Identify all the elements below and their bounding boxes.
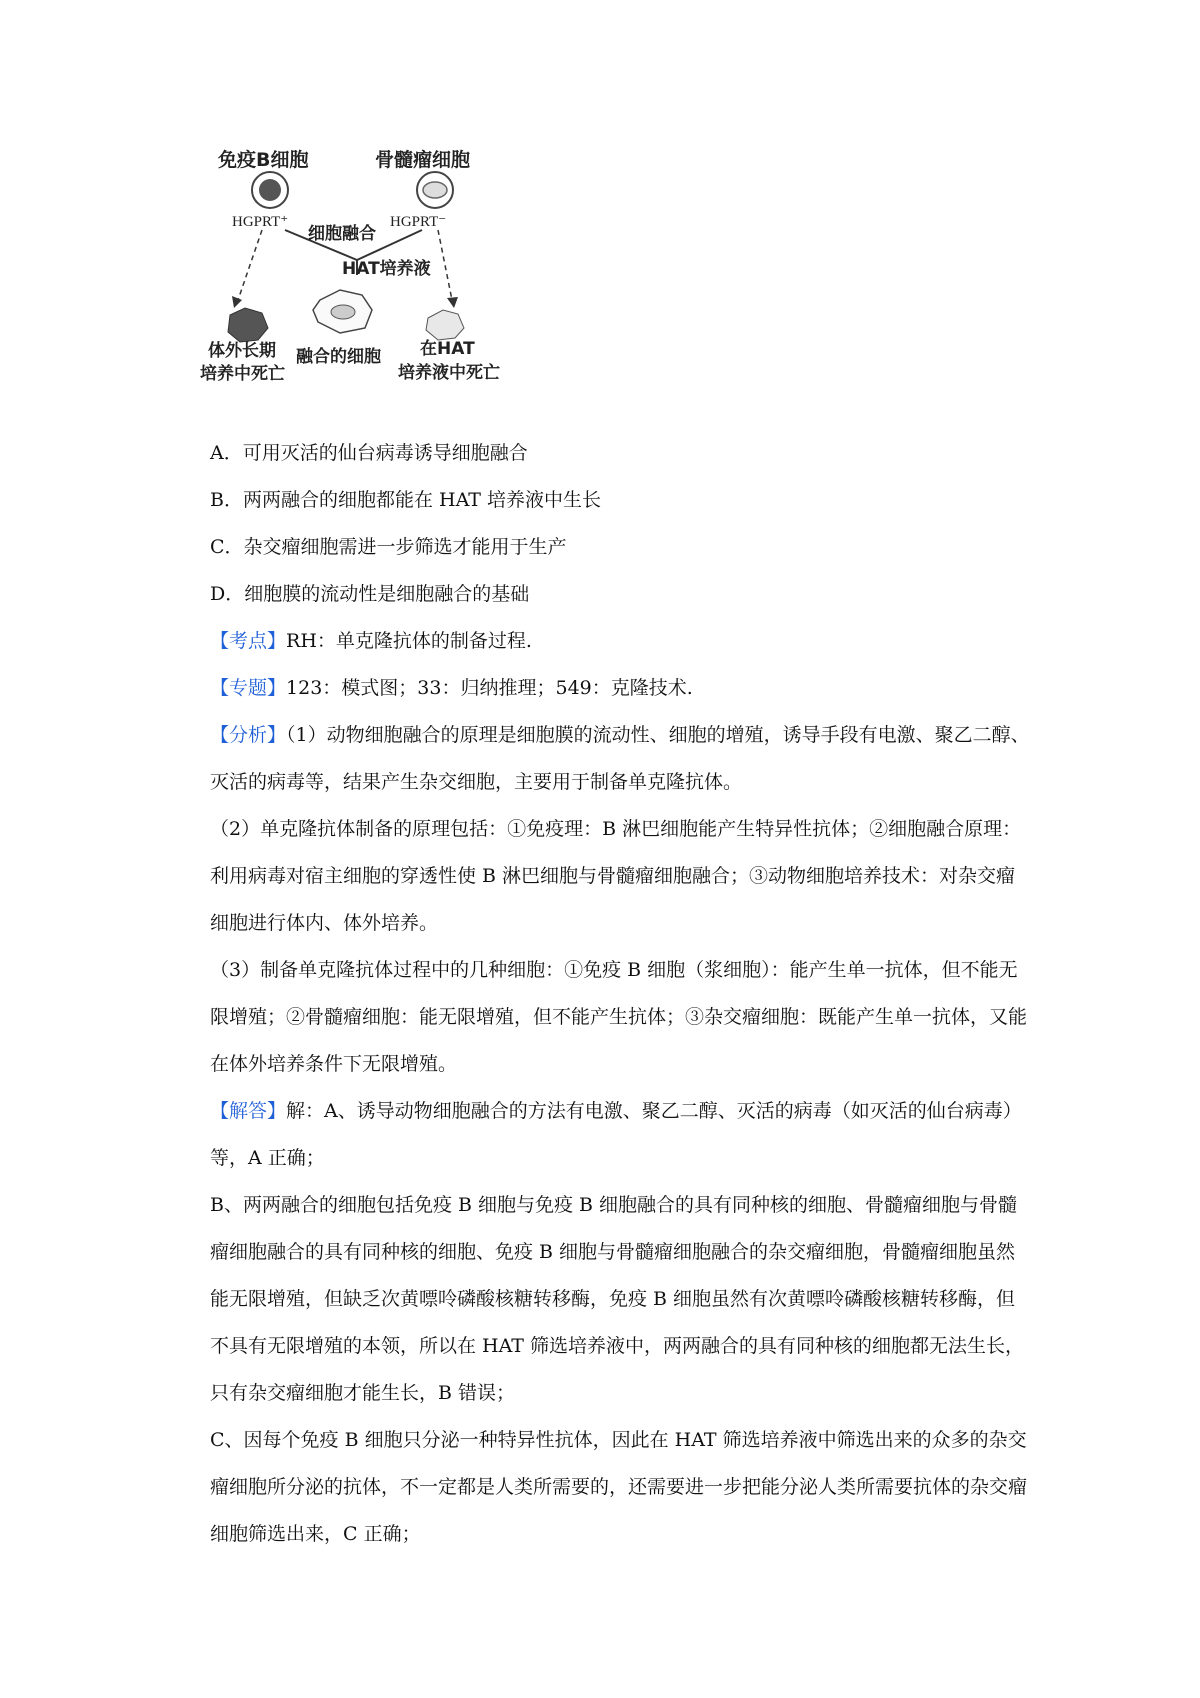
arrow-left-head xyxy=(232,296,242,308)
label-right-result-1: 在HAT xyxy=(420,339,475,359)
jieda-tag: 【解答】 xyxy=(210,1100,287,1122)
label-left-result-1: 体外长期 xyxy=(208,341,276,361)
option-c: C．杂交瘤细胞需进一步筛选才能用于生产 xyxy=(210,536,567,558)
zhuanti-section xyxy=(210,665,1030,712)
question-content xyxy=(210,430,1030,1558)
label-hgprt-minus: HGPRT⁻ xyxy=(390,214,447,230)
option-d: D．细胞膜的流动性是细胞融合的基础 xyxy=(210,583,530,605)
dead-cell-left xyxy=(228,308,268,342)
kaodian-section xyxy=(210,618,1030,665)
fenxi-p3: （3）制备单克隆抗体过程中的几种细胞：①免疫 B 细胞（浆细胞）：能产生单一抗体，但不能无限增殖；②骨髓瘤细胞：能无限增殖，但不能产生抗体；③杂交瘤细胞：既能产生单一抗体，又能在体外培养条件下无限增殖。 xyxy=(210,959,1028,1075)
jieda-b: B、两两融合的细胞包括免疫 B 细胞与免疫 B 细胞融合的具有同种核的细胞、骨髓瘤细胞与骨髓瘤细胞融合的具有同种核的细胞、免疫 B 细胞与骨髓瘤细胞融合的杂交瘤细胞，骨髓瘤细胞虽然能无限增殖，但缺乏次黄嘌呤磷酸核糖转移酶，免疫 B 细胞虽然有次黄嘌呤磷酸核糖转移酶，但不具有无限增殖的本领，所以在 HAT 筛选培养液中，两两融合的具有同种核的细胞都无法生长，只有杂交瘤细胞才能生长，B 错误； xyxy=(210,1194,1025,1404)
arrow-right xyxy=(438,230,452,300)
label-hat-medium: HAT培养液 xyxy=(342,259,431,279)
myeloma-cell-nucleus xyxy=(423,182,447,198)
arrow-right-head xyxy=(447,297,458,308)
fenxi-p2: （2）单克隆抗体制备的原理包括：①免疫理：B 淋巴细胞能产生特异性抗体；②细胞融合原理：利用病毒对宿主细胞的穿透性使 B 淋巴细胞与骨髓瘤细胞融合；③动物细胞培养技术：对杂交瘤细胞进行体内、体外培养。 xyxy=(210,818,1022,934)
option-b: B．两两融合的细胞都能在 HAT 培养液中生长 xyxy=(210,489,601,511)
fenxi-p1: （1）动物细胞融合的原理是细胞膜的流动性、细胞的增殖，诱导手段有电激、聚乙二醇、灭活的病毒等，结果产生杂交细胞，主要用于制备单克隆抗体。 xyxy=(210,724,1030,793)
label-b-cell: 免疫B细胞 xyxy=(218,149,309,171)
jieda-section xyxy=(210,1088,1030,1182)
label-left-result-2: 培养中死亡 xyxy=(200,364,285,384)
kaodian-tag: 【考点】 xyxy=(210,630,287,652)
label-fusion: 细胞融合 xyxy=(308,224,376,244)
label-middle-result: 融合的细胞 xyxy=(296,347,381,367)
dead-cell-right xyxy=(426,310,464,340)
fenxi-section xyxy=(210,712,1030,806)
zhuanti-text: 123：模式图；33：归纳推理；549：克隆技术. xyxy=(286,677,693,699)
kaodian-text: RH：单克隆抗体的制备过程. xyxy=(286,630,532,652)
fenxi-tag: 【分析】 xyxy=(210,724,287,746)
label-right-result-2: 培养液中死亡 xyxy=(398,363,500,383)
label-myeloma: 骨髓瘤细胞 xyxy=(375,149,471,171)
zhuanti-tag: 【专题】 xyxy=(210,677,287,699)
label-hgprt-plus: HGPRT⁺ xyxy=(232,214,289,230)
fused-cell-nucleus xyxy=(331,305,355,319)
jieda-c: C、因每个免疫 B 细胞只分泌一种特异性抗体，因此在 HAT 筛选培养液中筛选出来的众多的杂交瘤细胞所分泌的抗体，不一定都是人类所需要的，还需要进一步把能分泌人类所需要抗体的杂交瘤细胞筛选出来，C 正确； xyxy=(210,1429,1028,1545)
jieda-a: 解：A、诱导动物细胞融合的方法有电激、聚乙二醇、灭活的病毒（如灭活的仙台病毒）等，A 正确； xyxy=(210,1100,1022,1169)
cell-fusion-diagram xyxy=(200,150,560,420)
b-cell-nucleus xyxy=(259,179,281,201)
arrow-left xyxy=(238,230,262,300)
option-a: A．可用灭活的仙台病毒诱导细胞融合 xyxy=(210,442,528,464)
